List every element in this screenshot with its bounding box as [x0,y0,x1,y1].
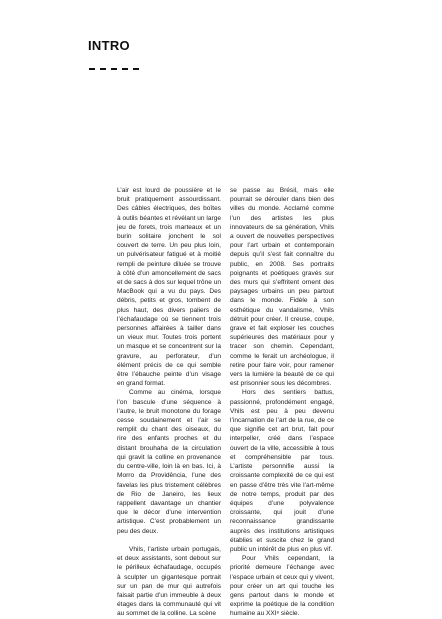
paragraph: Comme au cinéma, lorsque l’on bascule d’une séquence à l’autre, le bruit monotone du forage cesse soudainement et l’air se remplit du chant des oiseaux, du rire des enfants proches et du distant brouhaha de la circulation qui gravit la colline en provenance du centre-ville, loin là en bas. Ici, à Morro da Providência, l’une des favelas les plus tristement célèbres de Rio de Janeiro, les lieux rappellent davantage un chantier que le décor d’une intervention artistique. C’est probablement un peu des deux. [117,389,221,535]
paragraph: Vhils, l’artiste urbain portugais, et deux assistants, sont debout sur le périlleux échafaudage, occupés à sculpter un gigantesque portrait sur un pan de mur qui autrefois faisait partie d’un immeuble à deux étages dans la communauté qui vit au sommet de la colline. La scène [117,545,221,618]
text-column-right [230,186,334,619]
paragraph: Hors des sentiers battus, passionné, profondément engagé, Vhils est peu à peu devenu l’incarnation de l’art de la rue, de ce que signifie cet art brut, fait pour interpeller, créé dans l’espace ouvert de la ville, accessible à tous et compréhensible par tous. L’artiste personnifie aussi la croissante complexité de ce qui est en passe d’être très vite l’art-même de notre temps, produit par des équipes d’une polyvalence croissante, qui jouit d’une reconnaissance grandissante auprès des institutions artistiques établies et suscite chez le grand public un intérêt de plus en plus vif. [230,389,334,553]
section-title: INTRO [88,38,130,53]
title-underline [89,68,139,70]
paragraph: L’air est lourd de poussière et le bruit pratiquement assourdissant. Des câbles électriques, des boîtes à outils béantes et révélant un large jeu de forets, trois marteaux et un burin solitaire jonchent le sol couvert de terre. Un peu plus loin, un pulvérisateur fatigué et à moitié rempli de peinture diluée se trouve à côté d’un amoncellement de sacs et de sacs à dos sur lequel trône un MacBook qui a vu du pays. Des débris, petits et gros, tombent de plus haut, des divers paliers de l’échafaudage où se tiennent trois personnes affairées à tailler dans un vieux mur. Toutes trois portent un masque et se concentrent sur la gravure, au perforateur, d’un élément précis de ce qui semble être l’ébauche peinte d’un visage en grand format. [117,187,221,388]
paragraph: Pour Vhils cependant, la priorité demeure l’échange avec l’espace urbain et ceux qui y vivent, pour créer un art qui touche les gens partout dans le monde et exprime la poétique de la condition humaine au XXIᵉ siècle. [230,555,334,618]
paragraph: se passe au Brésil, mais elle pourrait se dérouler dans bien des villes du monde. Acclamé comme l’un des artistes les plus innovateurs de sa génération, Vhils a ouvert de nouvelles perspectives pour l’art urbain et contemporain depuis qu’il s’est fait connaître du public, en 2008. Ses portraits poignants et poétiques gravés sur des murs qui s’effritent ornent des paysages urbains un peu partout dans le monde. Fidèle à son esthétique du vandalisme, Vhils détruit pour créer. Il creuse, coupe, grave et fait exploser les couches supérieures des matériaux pour y tracer son chemin. Cependant, comme le ferait un archéologue, il retire pour faire voir, pour ramener vers la lumière la beauté de ce qui est prisonnier sous les décombres. [230,187,334,388]
text-column-left [117,186,221,619]
